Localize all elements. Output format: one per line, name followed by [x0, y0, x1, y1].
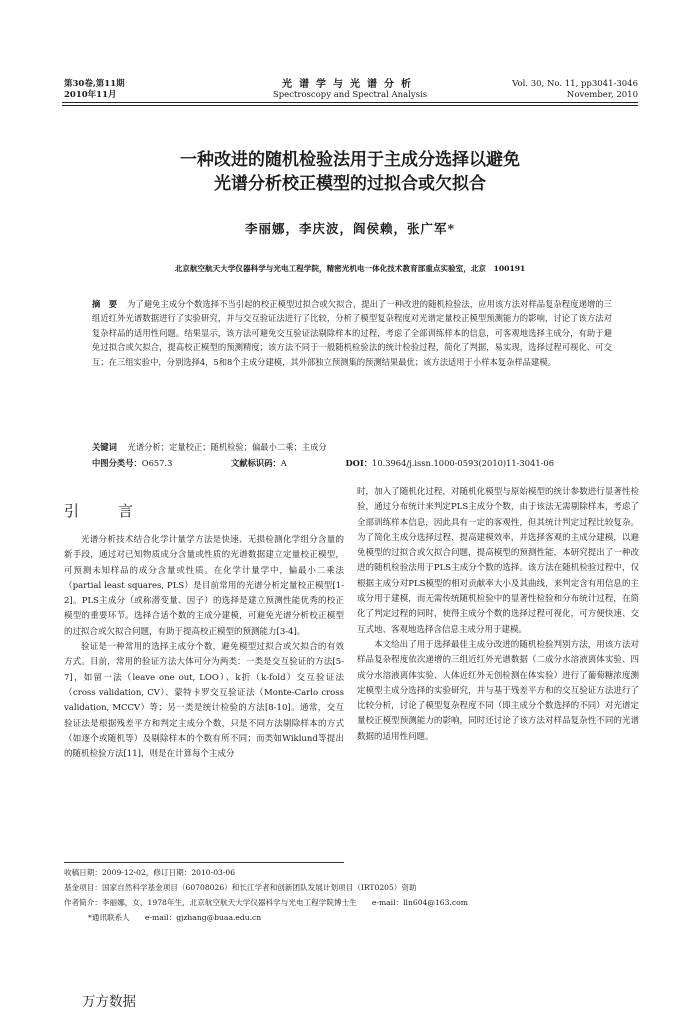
clc-label: 中图分类号： — [92, 458, 142, 468]
journal-name-cn: 光谱学与光谱分析 — [282, 79, 418, 90]
volume-issue: 第30卷,第11期 — [64, 79, 125, 89]
doc-value: A — [280, 458, 287, 468]
title-line-2: 光谱分析校正模型的过拟合或欠拟合 — [214, 174, 486, 194]
keywords-text: 光谱分析；定量校正；随机检验；偏最小二乘；主成分 — [127, 442, 327, 452]
abstract-text: 为了避免主成分个数选择不当引起的校正模型过拟合或欠拟合，提出了一种改进的随机检验法，应用该方法对样品复杂程度递增的三组近红外光谱数据进行了实验研究，并与交互验证法进行了比较，分析了模型复杂程度对光谱定量校正模型预测能力的影响，讨论了该方法对复杂样品的适用性问题。结果显示，该方法可避免交互验证法剔除样本的过程，考虑了全部训练样本的信息，可客观地选择主成分，有助于避免过拟合或欠拟合，提高校正模型的预测精度；该方法不同于一般随机检验法的统计检验过程，简化了判据，易实现，选择过程可视化、可交互；在三组实验中，分别选择4，5和8个主成分建模，其外部独立预测集的预测结果最优；该方法适用于小样本复杂样品建模。 — [92, 299, 612, 367]
journal-name — [240, 79, 460, 101]
issue-info — [64, 79, 125, 101]
footnote-author-bio: 作者简介：李丽娜，女，1978年生，北京航空航天大学仪器科学与光电工程学院博士生 e-mail：lln604@163.com — [64, 898, 468, 907]
header-rule-thin — [62, 105, 638, 106]
affiliation: 北京航空航天大学仪器科学与光电工程学院，精密光机电一体化技术教育部重点实验室，北京 100191 — [174, 264, 526, 273]
intro-paragraph-2: 验证是一种常用的选择主成分个数，避免模型过拟合或欠拟合的有效方式。目前，常用的验证方法大体可分为两类：一类是交互验证的方法[5-7]，如留一法（leave one out, LOO）、k折（k-fold）交互验证法（cross validation, CV）、蒙特卡罗交互验证法（Monte-Carlo cross validation, MCCV）等；另一类是统计检验的方法[8-10]。通常，交互验证法是根据残差平方和判定主成分个数，只是不同方法剔除样本的方式（如逐个或随机等）及剔除样本的个数有所不同；而类如Wiklund等提出的随机检验方法[11]，则是在计算每个主成分 — [64, 642, 344, 760]
doi — [345, 458, 582, 468]
keywords-label: 关键词 — [92, 442, 117, 452]
classification-line — [92, 456, 612, 470]
clc-code — [92, 458, 200, 468]
title-line-1: 一种改进的随机检验法用于主成分选择以避免 — [180, 150, 520, 170]
section-heading-intro: 引 言 — [64, 502, 146, 520]
clc-value: O657.3 — [141, 458, 173, 468]
footnote-received: 收稿日期：2009-12-02，修订日期：2010-03-06 — [64, 868, 236, 877]
body-column-left — [64, 533, 344, 762]
document-code — [231, 458, 315, 468]
doi-label: DOI： — [345, 458, 373, 468]
doi-value: 10.3964/j.issn.1000-0593(2010)11-3041-06 — [372, 458, 554, 468]
author-list: 李丽娜，李庆波，阎侯赖，张广军* — [244, 221, 456, 236]
volume-pages: Vol. 30, No. 11, pp3041-3046 — [512, 79, 638, 89]
abstract-label: 摘 要 — [92, 299, 118, 309]
footnote-rule — [64, 862, 344, 863]
keywords — [92, 440, 612, 454]
intro-paragraph-2-continued: 时，加入了随机化过程，对随机化模型与原始模型的统计参数进行显著性检验，通过分布统计来判定PLS主成分个数，由于该法无需剔除样本，考虑了全部训练样本信息，因此具有一定的客观性，但其统计判定过程比较复杂。为了简化主成分选择过程、提高建模效率，并选择客观的主成分建模，以避免模型的过拟合或欠拟合问题，提高模型的预测性能，本研究提出了一种改进的随机检验法用于PLS主成分个数的选择。该方法在随机检验过程中，仅根据主成分对PLS模型的相对贡献率大小及其曲线，来判定含有用信息的主成分用于建模，而无需传统随机检验中的显著性检验和分布统计过程，在简化了判定过程的同时，使得主成分个数的选择过程可视化，可方便快速、交互式地、客观地选择含信息主成分用于建模。 — [357, 487, 639, 635]
body-column-right — [357, 485, 639, 745]
doc-label: 文献标识码： — [231, 458, 281, 468]
abstract — [92, 297, 612, 369]
footnote-fund: 基金项目：国家自然科学基金项目（60708026）和长江学者和创新团队发展计划项目（IRT0205）资助 — [64, 883, 417, 892]
intro-paragraph-1: 光谱分析技术结合化学计量学方法是快速、无损检测化学组分含量的新手段，通过对已知物质成分含量或性质的光谱数据建立定量校正模型，可预测未知样品的成分含量或性质。在化学计量学中，偏最小二乘法（partial least squares, PLS）是目前常用的光谱分析定量校正模型[1-2]。PLS主成分（或称潜变量、因子）的选择是建立预测性能优秀的校正模型的重要环节。选择合适个数的主成分建模，可避免光谱分析校正模型的过拟合或欠拟合问题，有助于提高校正模型的预测能力[3-4]。 — [64, 535, 344, 637]
citation-info — [512, 79, 638, 101]
footnote-corresponding: *通讯联系人 e-mail：gjzhang@buaa.edu.cn — [88, 913, 262, 922]
journal-name-en: Spectroscopy and Spectral Analysis — [272, 90, 428, 100]
watermark: 万方数据 — [82, 994, 136, 1010]
header-rule — [62, 102, 638, 103]
intro-paragraph-3: 本文给出了用于选择最佳主成分改进的随机检验判别方法，用该方法对样品复杂程度依次递增的三组近红外光谱数据（二成分水溶液离体实验、四成分水溶液离体实验、人体近红外无创检测在体实验）进行了葡萄糖浓度测定模型主成分选择的实验研究，并与基于残差平方和的交互验证方法进行了比较分析，讨论了模型复杂程度不同（即主成分个数选择的不同）对光谱定量校正模型预测能力的影响，同时还讨论了该方法对样品复杂性不同的光谱数据的适用性问题。 — [357, 639, 639, 742]
paper-title — [120, 148, 580, 196]
month-year: November, 2010 — [566, 90, 638, 100]
publication-date: 2010年11月 — [64, 90, 117, 100]
